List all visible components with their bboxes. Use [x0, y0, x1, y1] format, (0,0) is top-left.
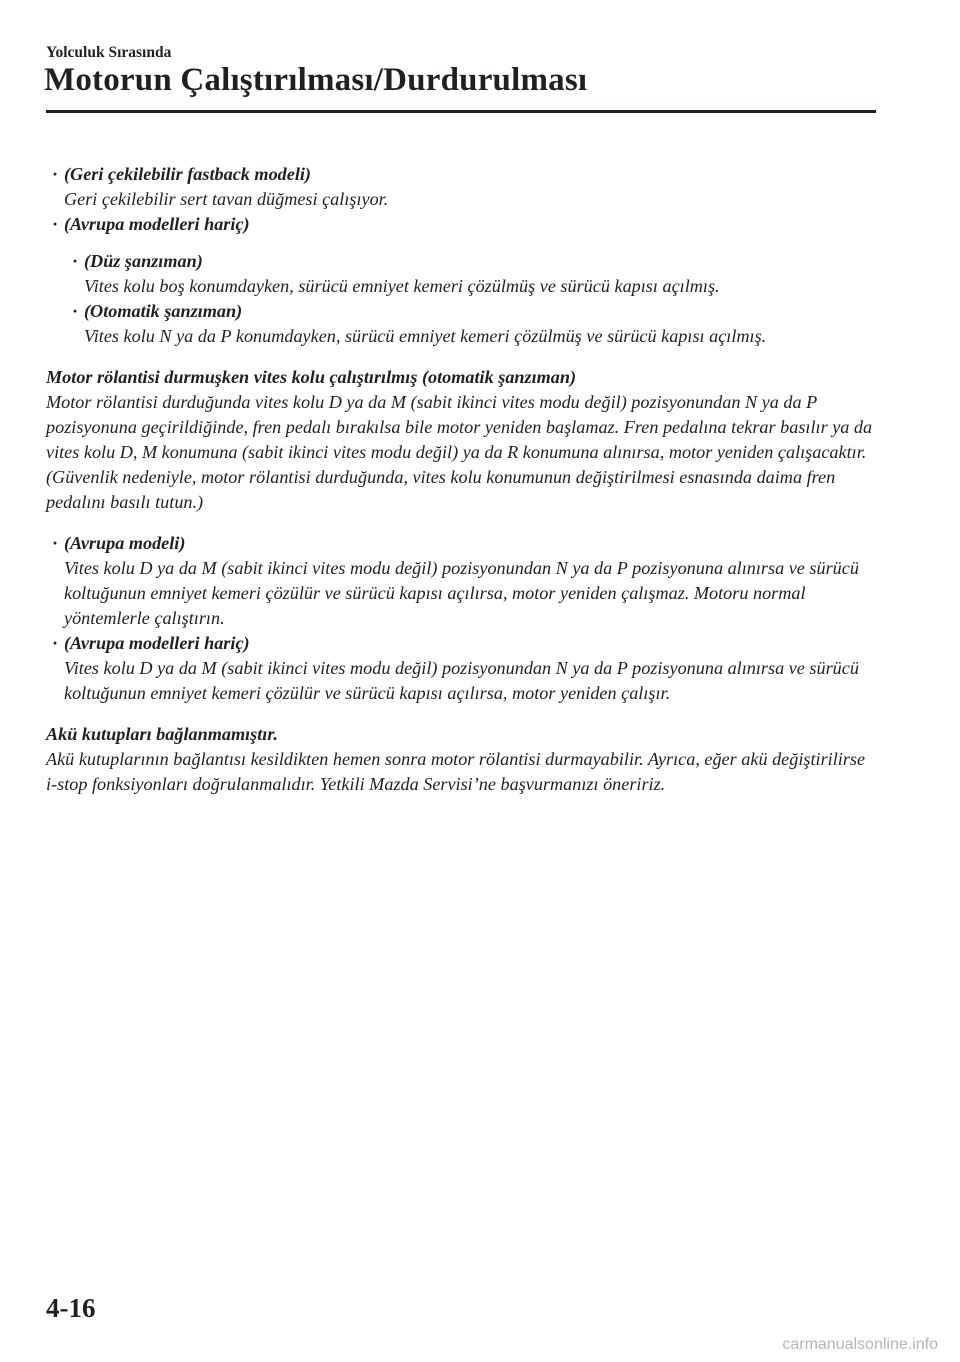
section-heading: Akü kutupları bağlanmamıştır. — [46, 724, 278, 744]
bullet-dot: · — [72, 251, 79, 271]
bullet-dot: · — [52, 533, 59, 553]
page-title: Motorun Çalıştırılması/Durdurulması — [44, 62, 588, 98]
section-heading: Motor rölantisi durmuşken vites kolu çalıştırılmış (otomatik şanzıman) — [46, 367, 577, 387]
list-item — [46, 162, 876, 212]
section-paragraph: Motor rölantisi durduğunda vites kolu D ya da M (sabit ikinci vites modu değil) pozisyonundan N ya da P pozisyonuna geçirildiğinde, fren pedalı bırakılsa bile motor yeniden başlamaz. Fren pedalına tekrar basılır ya da vites kolu D, M konumuna (sabit ikinci vites modu değil) ya da R konumuna alınırsa, motor yeniden çalışacaktır. (Güvenlik nedeniyle, motor rölantisi durduğunda, vites kolu konumunun değiştirilmesi esnasında daima fren pedalını basılı tutun.) — [46, 392, 873, 512]
sub-list-item — [66, 249, 876, 299]
list-item-text: Geri çekilebilir sert tavan düğmesi çalışıyor. — [64, 189, 389, 209]
header-rule — [46, 110, 876, 113]
list-item — [46, 631, 876, 706]
list-item-label: (Avrupa modelleri hariç) — [64, 633, 250, 653]
bullet-dot: · — [72, 301, 79, 321]
sub-list-item — [66, 299, 876, 349]
header-section: Yolculuk Sırasında — [46, 44, 172, 61]
bullet-dot: · — [52, 164, 59, 184]
page-number: 4-16 — [46, 1293, 96, 1323]
bullet-dot: · — [52, 214, 59, 234]
sub-list-item-label: (Otomatik şanzıman) — [84, 301, 243, 321]
list-item-label: (Avrupa modelleri hariç) — [64, 214, 250, 234]
list-item — [46, 531, 876, 631]
list-item — [46, 212, 876, 237]
list-item-text: Vites kolu D ya da M (sabit ikinci vites modu değil) pozisyonundan N ya da P pozisyonuna alınırsa ve sürücü koltuğunun emniyet kemeri çözülür ve sürücü kapısı açılırsa, motor yeniden çalışmaz. Motoru normal yöntemlerle çalıştırın. — [64, 558, 859, 628]
list-item-label: (Geri çekilebilir fastback modeli) — [64, 164, 311, 184]
watermark: carmanualsonline.info — [782, 1336, 938, 1353]
content — [46, 162, 876, 797]
list-item-label: (Avrupa modeli) — [64, 533, 186, 553]
sub-list-item-text: Vites kolu boş konumdayken, sürücü emniyet kemeri çözülmüş ve sürücü kapısı açılmış. — [84, 276, 720, 296]
bullet-dot: · — [52, 633, 59, 653]
list-item-text: Vites kolu D ya da M (sabit ikinci vites modu değil) pozisyonundan N ya da P pozisyonuna alınırsa ve sürücü koltuğunun emniyet kemeri çözülür ve sürücü kapısı açılırsa, motor yeniden çalışır. — [64, 658, 859, 703]
sub-list-item-text: Vites kolu N ya da P konumdayken, sürücü emniyet kemeri çözülmüş ve sürücü kapısı açılmış. — [84, 326, 767, 346]
section-paragraph: Akü kutuplarının bağlantısı kesildikten hemen sonra motor rölantisi durmayabilir. Ayrıca, eğer akü değiştirilirse i-stop fonksiyonları doğrulanmalıdır. Yetkili Mazda Servisi’ne başvurmanızı öneririz. — [46, 749, 866, 794]
sub-list-item-label: (Düz şanzıman) — [84, 251, 203, 271]
